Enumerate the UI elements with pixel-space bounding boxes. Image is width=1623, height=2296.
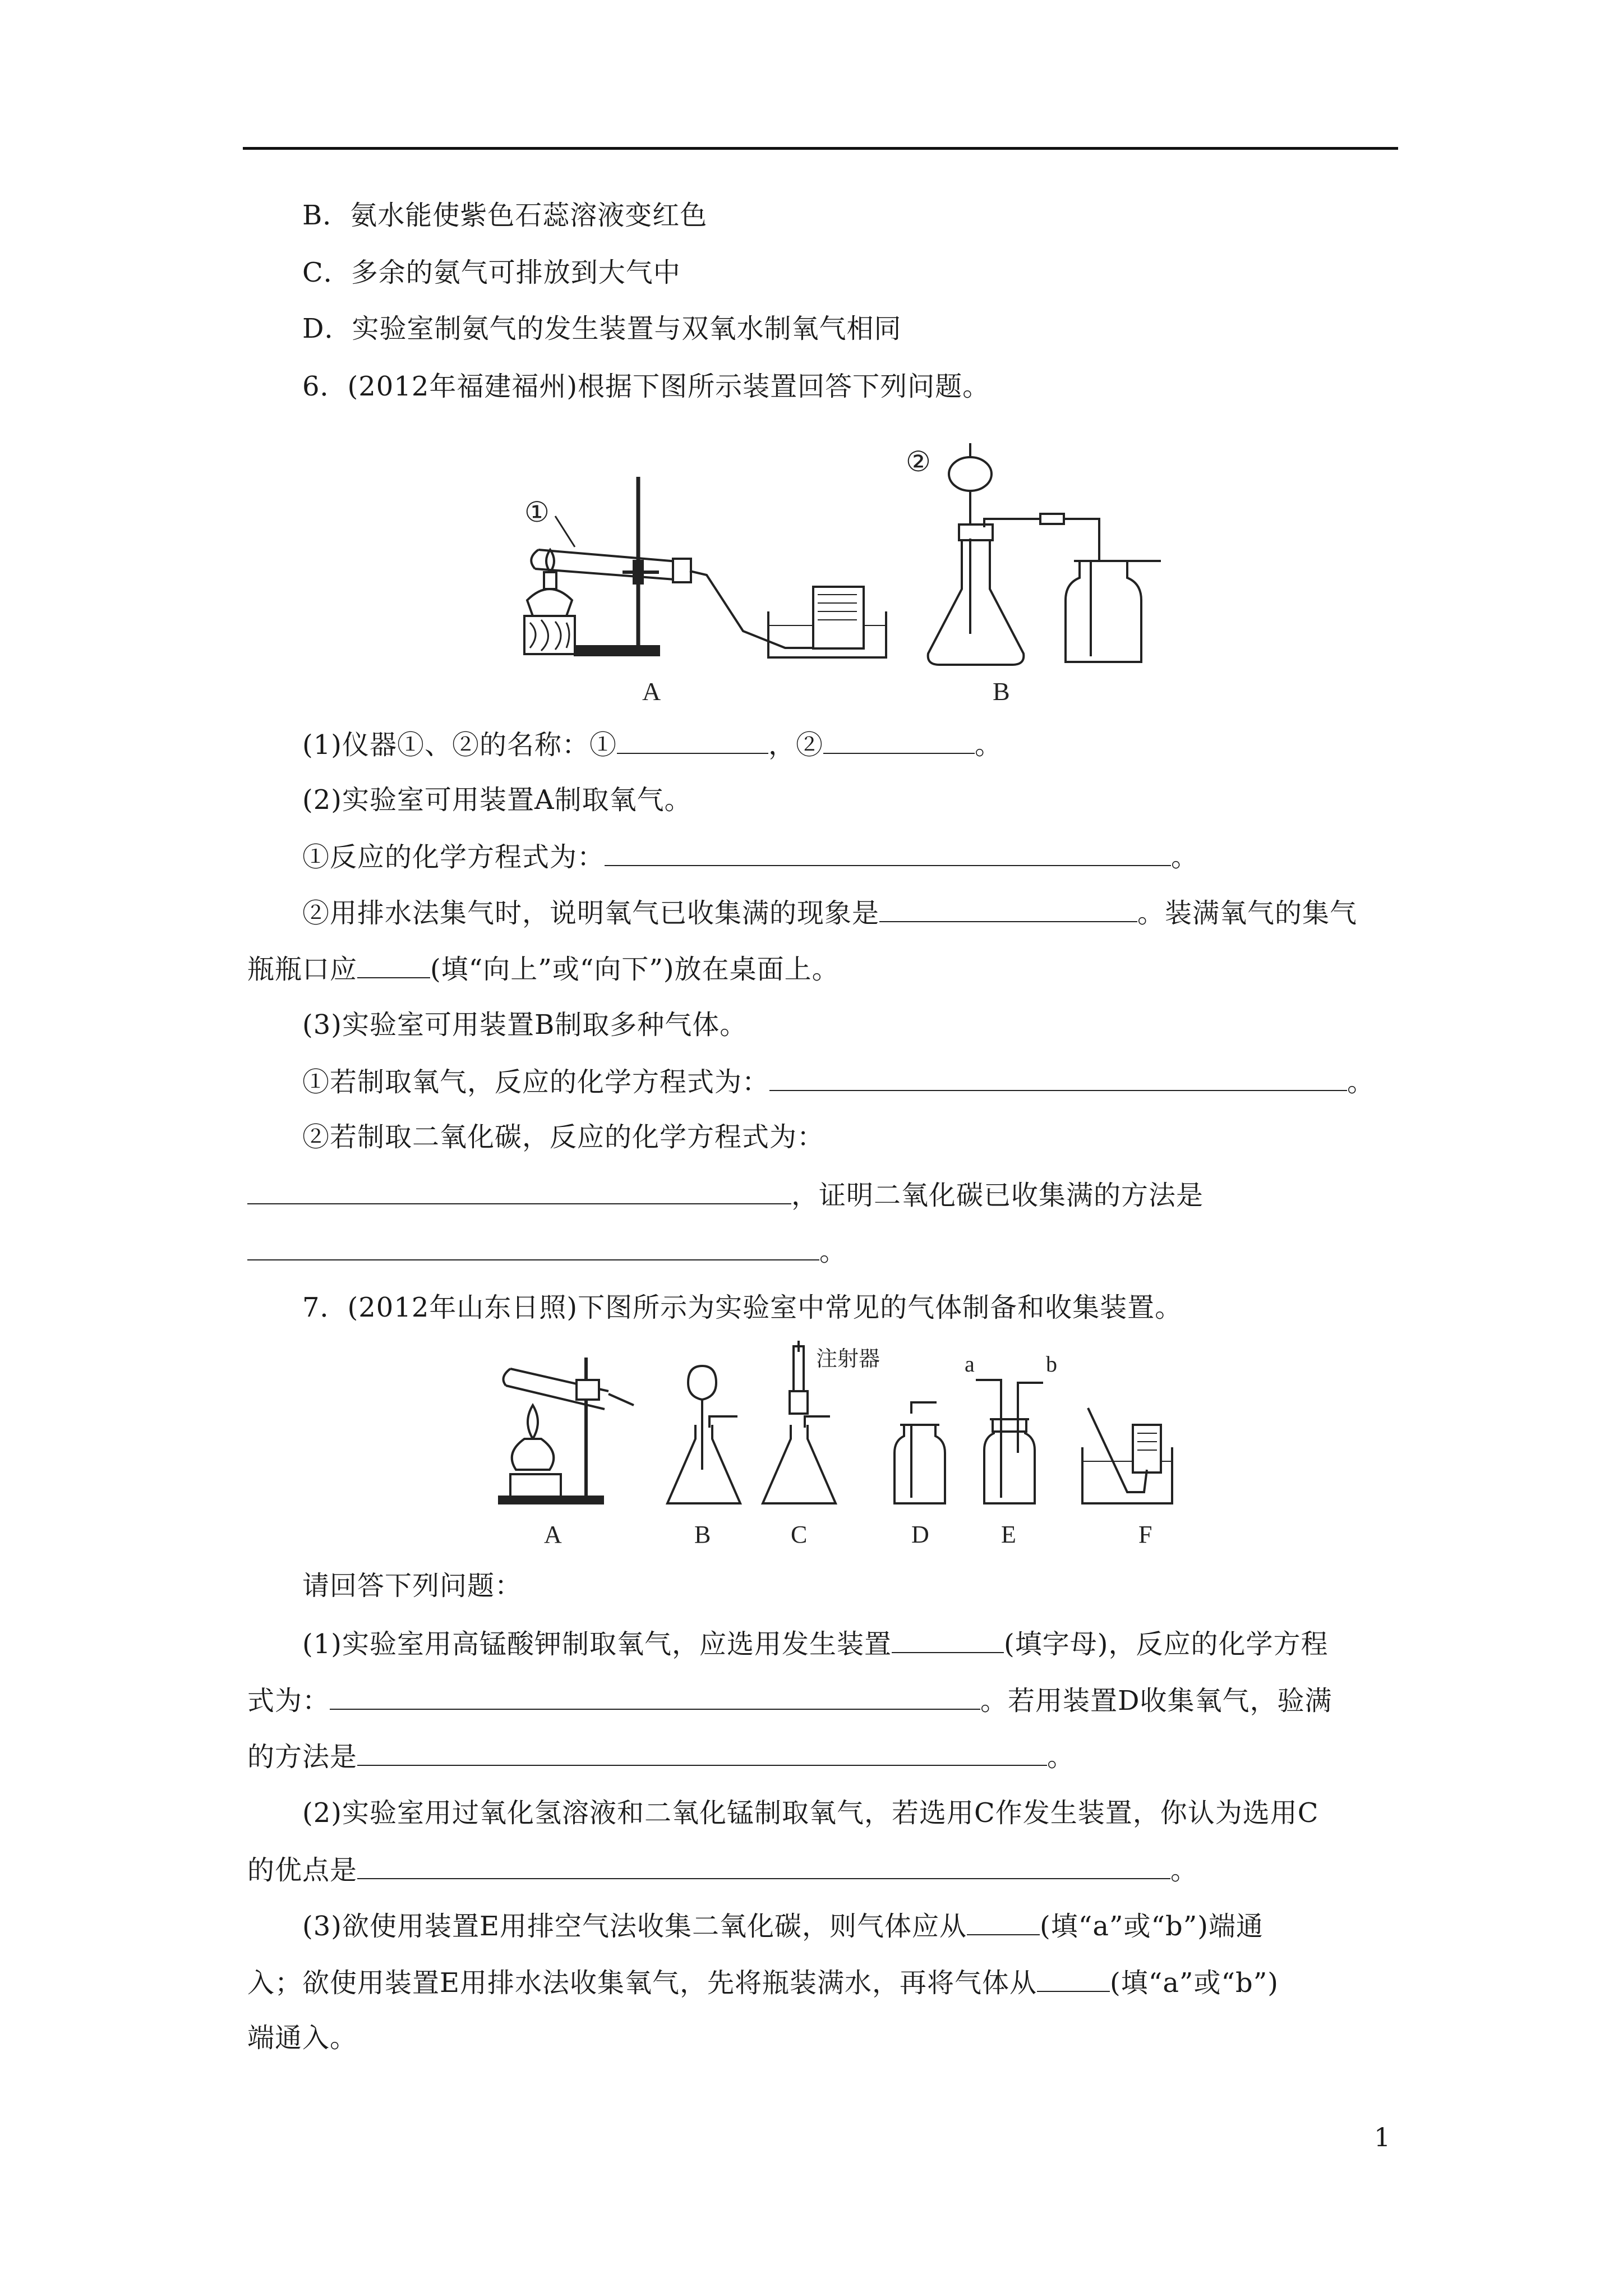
answer-blank[interactable] bbox=[617, 727, 768, 754]
q6-part3-2: ②若制取二氧化碳，反应的化学方程式为： bbox=[302, 1121, 825, 1153]
q6-part2-3: 瓶瓶口应 (填“向上”或“向下”)放在桌面上。 bbox=[247, 951, 840, 986]
answer-blank[interactable] bbox=[879, 895, 1137, 922]
figure1-label-a: A bbox=[642, 677, 661, 706]
answer-blank[interactable] bbox=[605, 839, 1171, 866]
q6-part3-1: ①若制取氧气，反应的化学方程式为： 。 bbox=[302, 1064, 1375, 1099]
q6-part3: (3)实验室可用装置B制取多种气体。 bbox=[302, 1009, 748, 1041]
figure2-label-e: E bbox=[1001, 1521, 1016, 1548]
answer-blank[interactable] bbox=[823, 727, 975, 754]
figure-apparatus-ab bbox=[522, 432, 1195, 724]
answer-blank[interactable] bbox=[892, 1626, 1004, 1653]
syringe-label: 注射器 bbox=[816, 1347, 880, 1371]
figure-apparatus-af bbox=[494, 1341, 1223, 1554]
apparatus-a bbox=[499, 1358, 634, 1503]
answer-blank[interactable] bbox=[247, 1234, 819, 1260]
q7-part3-a: (3)欲使用装置E用排空气法收集二氧化碳，则气体应从 (填“a”或“b”)端通 bbox=[302, 1908, 1264, 1943]
option-c: C．多余的氨气可排放到大气中 bbox=[302, 257, 681, 288]
apparatus-c bbox=[763, 1341, 880, 1503]
figure1-label-b: B bbox=[993, 677, 1010, 706]
question-7-stem: 7．(2012年山东日照)下图所示为实验室中常见的气体制备和收集装置。 bbox=[302, 1292, 1183, 1323]
answer-blank[interactable] bbox=[247, 1177, 791, 1204]
q6-part2-2: ②用排水法集气时，说明氧气已收集满的现象是 。装满氧气的集气 bbox=[302, 895, 1357, 930]
question-6-stem: 6．(2012年福建福州)根据下图所示装置回答下列问题。 bbox=[302, 371, 990, 402]
q7-part2-a: (2)实验室用过氧化氢溶液和二氧化锰制取氧气，若选用C作发生装置，你认为选用C bbox=[302, 1797, 1319, 1829]
option-d: D．实验室制氨气的发生装置与双氧水制氧气相同 bbox=[302, 313, 902, 344]
q7-part3-b: 入；欲使用装置E用排水法收集氧气，先将瓶装满水，再将气体从 (填“a”或“b”) bbox=[247, 1965, 1279, 2000]
figure1-mark-2: ② bbox=[906, 446, 931, 477]
q7-part1-c: 的方法是 。 bbox=[247, 1739, 1075, 1774]
answer-blank[interactable] bbox=[967, 1908, 1040, 1935]
apparatus-a bbox=[524, 477, 886, 657]
answer-blank[interactable] bbox=[330, 1683, 980, 1710]
apparatus-e bbox=[965, 1351, 1057, 1503]
option-b: B．氨水能使紫色石蕊溶液变红色 bbox=[302, 200, 708, 231]
port-b-label: b bbox=[1046, 1351, 1057, 1377]
apparatus-f bbox=[1082, 1408, 1172, 1503]
q6-part2: (2)实验室可用装置A制取氧气。 bbox=[302, 784, 692, 816]
figure2-label-d: D bbox=[911, 1521, 929, 1548]
page-number: 1 bbox=[1374, 2122, 1391, 2152]
answer-blank[interactable] bbox=[357, 1739, 1047, 1766]
figure2-label-b: B bbox=[694, 1521, 711, 1548]
answer-blank[interactable] bbox=[357, 1852, 1170, 1879]
apparatus-d bbox=[895, 1402, 945, 1503]
answer-blank[interactable] bbox=[1037, 1965, 1110, 1992]
answer-blank[interactable] bbox=[769, 1064, 1347, 1091]
q6-part2-1: ①反应的化学方程式为： 。 bbox=[302, 839, 1198, 874]
q7-part1-b: 式为： 。若用装置D收集氧气，验满 bbox=[247, 1683, 1332, 1718]
port-a-label: a bbox=[965, 1351, 975, 1377]
figure2-label-a: A bbox=[544, 1521, 562, 1548]
q7-part2-b: 的优点是 。 bbox=[247, 1852, 1198, 1887]
header-rule bbox=[243, 147, 1398, 150]
figure2-label-c: C bbox=[791, 1521, 808, 1548]
figure1-mark-1: ① bbox=[524, 496, 550, 528]
q6-part3-3: ，证明二氧化碳已收集满的方法是 bbox=[247, 1177, 1204, 1212]
q7-part1-a: (1)实验室用高锰酸钾制取氧气，应选用发生装置 (填字母)，反应的化学方程 bbox=[302, 1626, 1328, 1661]
q6-part1: (1)仪器①、②的名称：① ，② 。 bbox=[302, 727, 1002, 762]
q7-part3-c: 端通入。 bbox=[247, 2022, 358, 2054]
figure2-label-f: F bbox=[1138, 1521, 1152, 1548]
q6-part3-4: 。 bbox=[247, 1234, 847, 1268]
q7-intro: 请回答下列问题： bbox=[302, 1570, 523, 1602]
apparatus-b bbox=[667, 1366, 740, 1503]
apparatus-b bbox=[928, 443, 1161, 665]
answer-blank[interactable] bbox=[357, 951, 430, 978]
